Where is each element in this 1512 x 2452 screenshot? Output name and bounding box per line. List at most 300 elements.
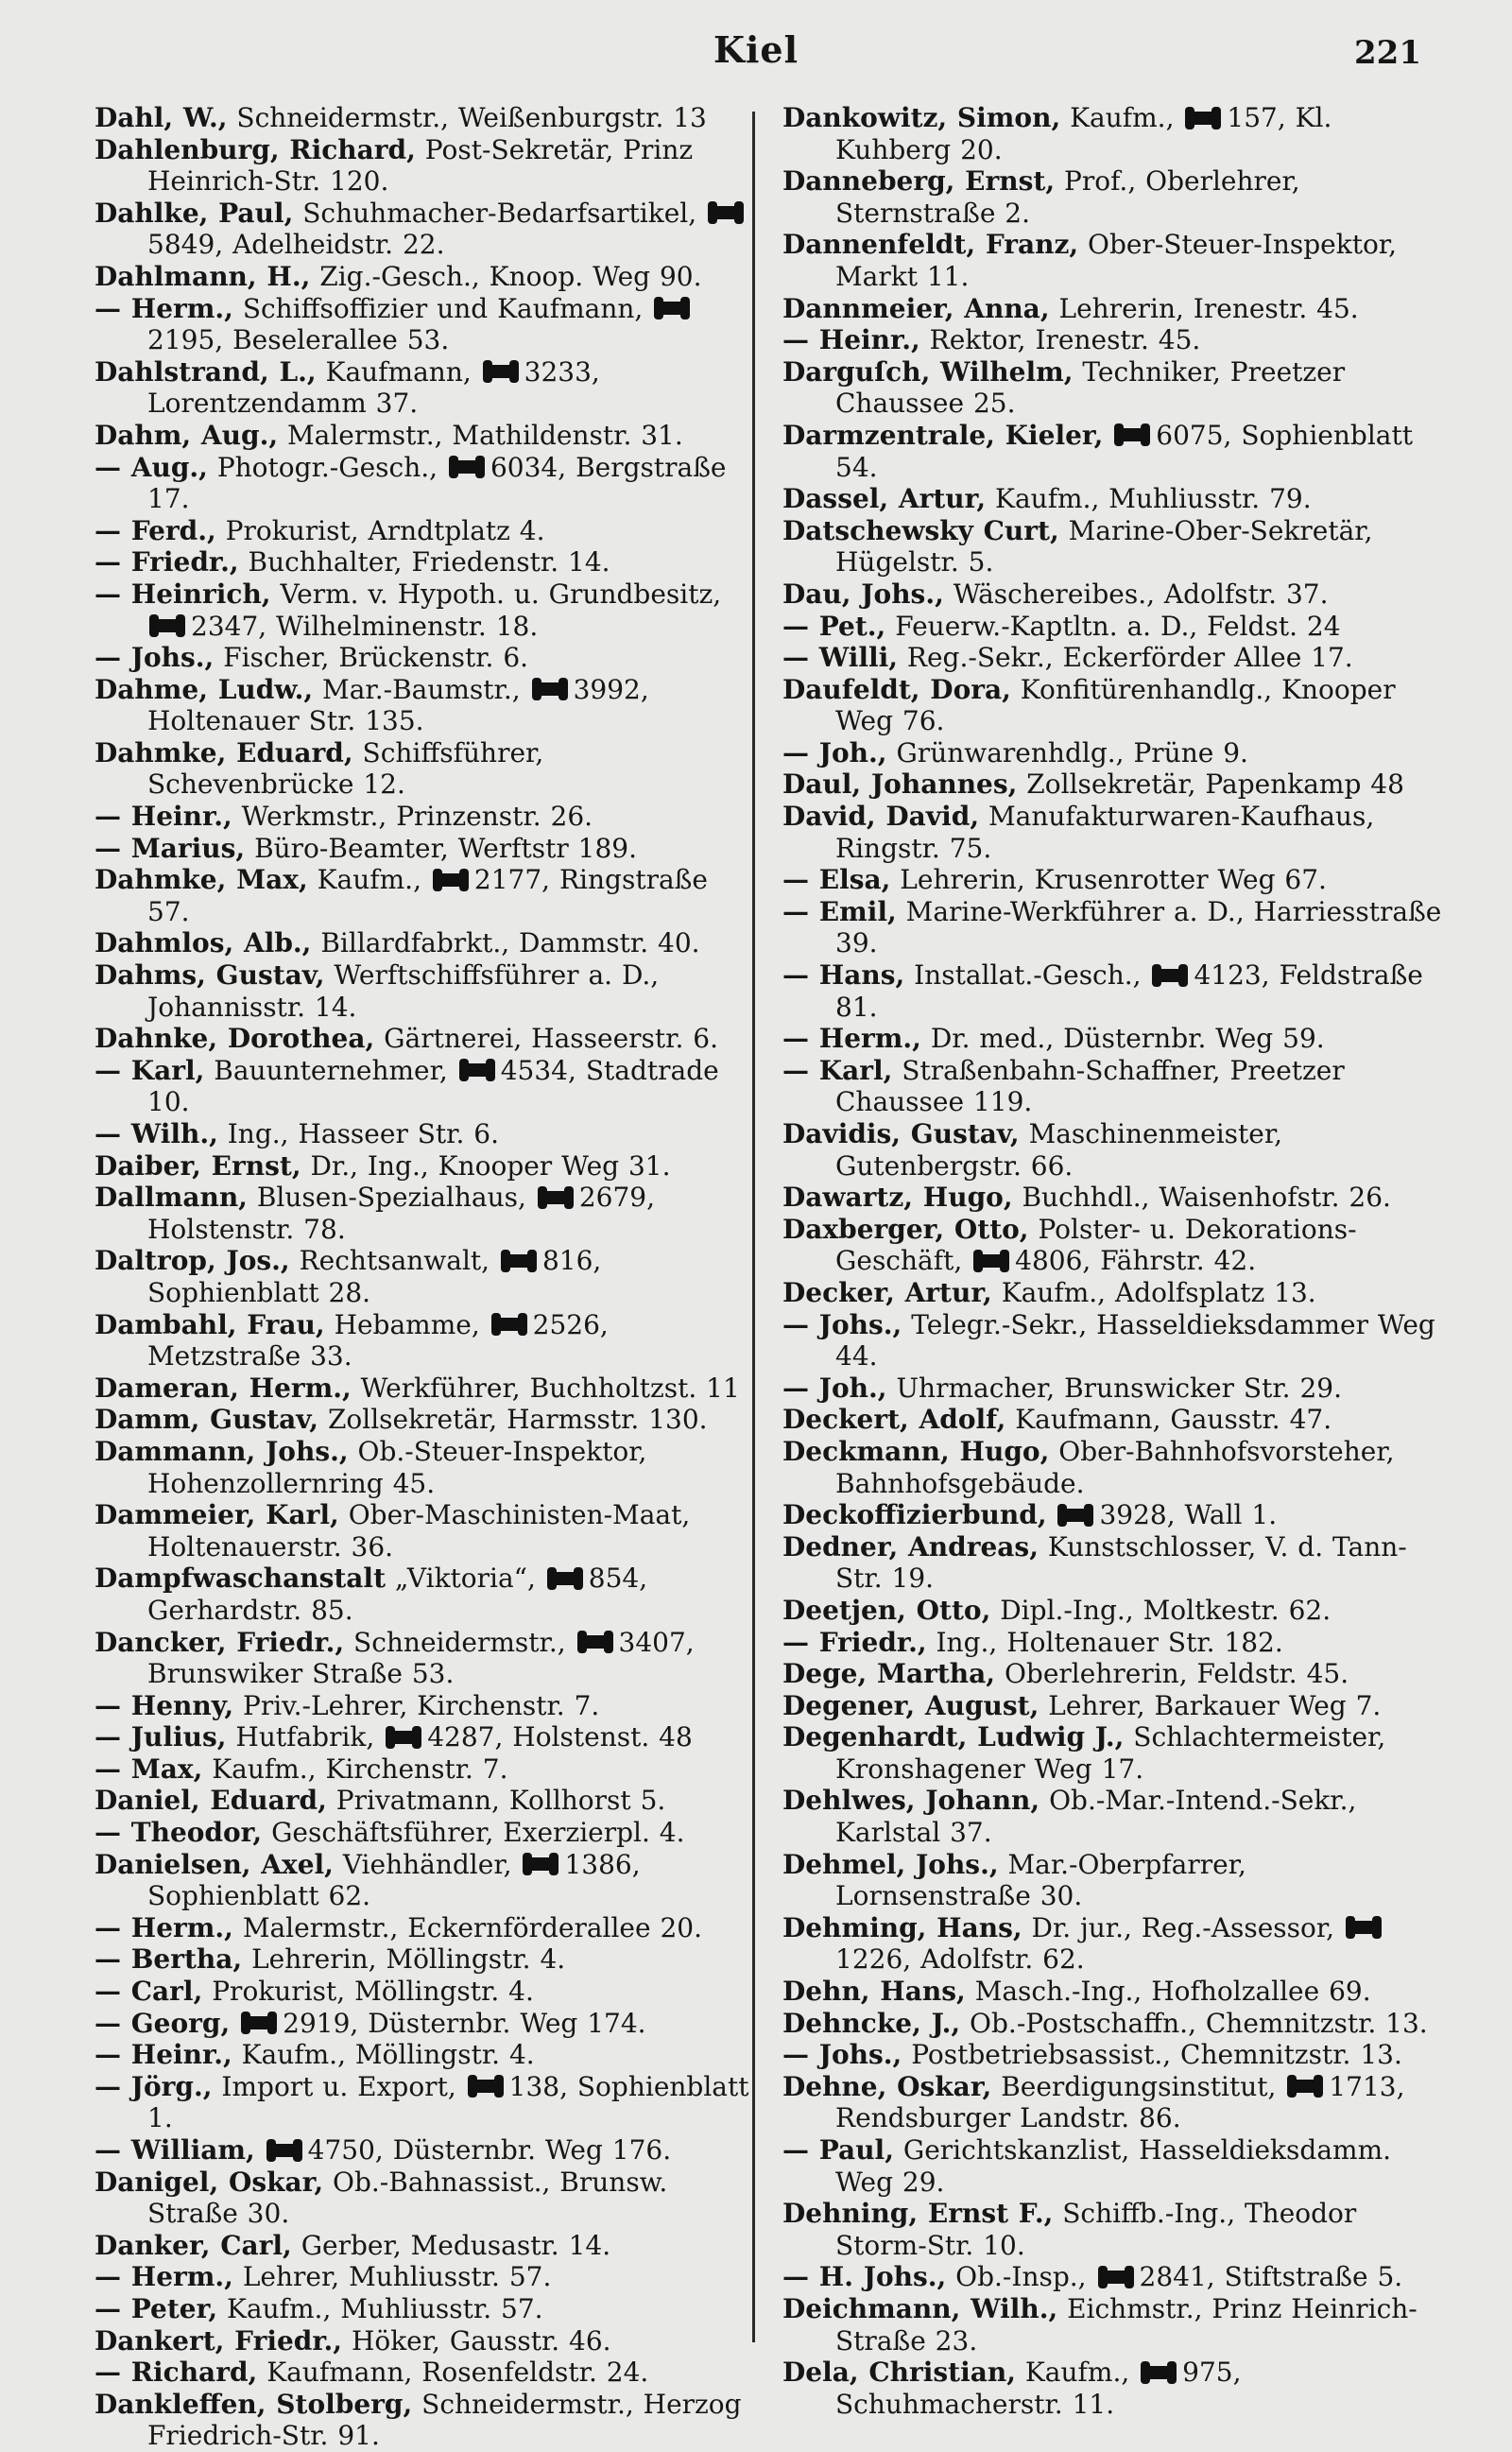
entry-details: Kaufm., Muhliusstr. 57. <box>226 2292 543 2324</box>
entry-details: Oberlehrerin, Feldstr. 45. <box>1004 1658 1349 1690</box>
entry-name: Dannenfeldt, Franz, <box>782 229 1079 261</box>
telephone-number: 854, <box>588 1563 648 1595</box>
directory-entry <box>94 2134 756 2167</box>
entry-address: Düsternbr. Weg 174. <box>368 2007 646 2039</box>
telephone-number: 1713, <box>1329 2070 1405 2102</box>
entry-details: Billardfabrkt., Dammstr. 40. <box>320 927 700 959</box>
entry-details: Mar.-Baumstr., <box>322 673 521 705</box>
entry-name: — Max, <box>94 1753 203 1785</box>
entry-details: Kaufm., Adolfsplatz 13. <box>1001 1276 1316 1308</box>
directory-entry <box>782 515 1444 578</box>
entry-details: Ob.-Insp., <box>955 2261 1087 2293</box>
directory-entry <box>94 2357 756 2389</box>
entry-address: Brunswiker Straße 53. <box>147 1658 455 1690</box>
entry-name: — Herm., <box>782 1023 921 1055</box>
entry-name: — Heinr., <box>94 801 232 833</box>
entry-details: Ober-Maschinisten-Maat, Holtenauerstr. 36. <box>147 1499 691 1563</box>
entry-name: — Joh., <box>782 1372 887 1404</box>
telephone-icon <box>386 1731 421 1744</box>
telephone-icon <box>1152 969 1188 982</box>
entry-details: Kaufm., <box>1070 102 1175 133</box>
telephone-icon <box>483 365 519 378</box>
directory-entry <box>94 1943 756 1976</box>
entry-name: Dehne, Oskar, <box>782 2070 992 2102</box>
entry-name: — Willi, <box>782 642 898 674</box>
entry-name: — Karl, <box>782 1054 893 1086</box>
entry-details: Prof., Oberlehrer, Sternstraße 2. <box>835 165 1300 229</box>
entry-details: Schiffsoffizier und Kaufmann, <box>242 292 644 324</box>
directory-entry <box>782 578 1444 611</box>
running-head-city: Kiel <box>713 28 799 71</box>
entry-details: Eichmstr., Prinz Heinrich-Straße 23. <box>835 2292 1418 2357</box>
directory-entry <box>782 1531 1444 1595</box>
entry-details: Straßenbahn-Schaffner, Preetzer Chaussee 119. <box>835 1054 1345 1118</box>
entry-name: Daniel, Eduard, <box>94 1785 327 1817</box>
directory-entry <box>94 833 756 865</box>
entry-name: Dela, Christian, <box>782 2357 1016 2389</box>
entry-address: Sophienblatt 54. <box>835 419 1413 483</box>
entry-name: David, David, <box>782 801 980 833</box>
directory-entry <box>94 1912 756 1944</box>
entry-address: Fährstr. 42. <box>1100 1245 1257 1277</box>
telephone-icon <box>547 1572 583 1585</box>
entry-name: Dahm, Aug., <box>94 419 279 451</box>
telephone-icon <box>538 1191 574 1204</box>
entry-details: Ob.-Bahnassist., Brunsw. Straße 30. <box>147 2166 668 2230</box>
directory-entry <box>94 2008 756 2040</box>
entry-address: Sophienblatt 62. <box>147 1880 371 1912</box>
directory-entry <box>782 2039 1444 2071</box>
entry-details: Höker, Gausstr. 46. <box>351 2324 611 2357</box>
entry-name: Dehn, Hans, <box>782 1976 966 2008</box>
entry-name: — Jörg., <box>94 2070 213 2102</box>
entry-details: Prokurist, Möllingstr. 4. <box>212 1976 534 2008</box>
entry-address: Wilhelminenstr. 18. <box>276 610 539 642</box>
directory-entry <box>782 864 1444 896</box>
directory-entry <box>782 1214 1444 1277</box>
directory-entry <box>94 1499 756 1563</box>
directory-entry <box>94 2039 756 2071</box>
directory-entry <box>782 1309 1444 1373</box>
entry-address: Holstenst. 48 <box>512 1721 693 1753</box>
telephone-icon <box>654 302 690 315</box>
entry-details: Konfitürenhandlg., Knooper Weg 76. <box>835 673 1396 737</box>
directory-entry <box>94 927 756 959</box>
entry-address: Adelheidstr. 22. <box>232 229 445 261</box>
entry-name: Daxberger, Otto, <box>782 1213 1029 1245</box>
directory-entry <box>782 102 1444 165</box>
telephone-icon <box>1114 428 1150 441</box>
entry-address: Sophienblatt 28. <box>147 1276 371 1308</box>
directory-entry <box>782 2357 1444 2420</box>
entry-details: Gärtnerei, Hasseerstr. 6. <box>384 1023 718 1055</box>
directory-entry <box>94 1721 756 1753</box>
entry-name: Dehning, Ernst F., <box>782 2198 1054 2230</box>
entry-name: Dankleffen, Stolberg, <box>94 2388 413 2420</box>
entry-details: Polster- u. Dekorations-Geschäft, <box>835 1213 1357 1277</box>
entry-details: Ober-Bahnhofsvorsteher, Bahnhofsgebäude. <box>835 1435 1395 1499</box>
entry-name: Damm, Gustav, <box>94 1404 319 1436</box>
directory-entry <box>782 1055 1444 1118</box>
entry-details: Dr. med., Düsternbr. Weg 59. <box>930 1023 1325 1055</box>
entry-details: Rechtsanwalt, <box>299 1245 490 1277</box>
entry-address: Gerhardstr. 85. <box>147 1594 353 1626</box>
entry-name: Dahms, Gustav, <box>94 959 325 992</box>
directory-entry <box>94 261 756 293</box>
directory-entry <box>94 2230 756 2262</box>
directory-entry <box>94 801 756 833</box>
entry-name: Danigel, Oskar, <box>94 2166 324 2198</box>
telephone-number: 3233, <box>524 355 600 388</box>
directory-entry <box>782 293 1444 325</box>
telephone-icon <box>1098 2271 1134 2284</box>
entry-details: Buchhalter, Friedenstr. 14. <box>248 546 610 578</box>
directory-entry <box>94 1753 756 1786</box>
entry-details: Kaufm., <box>317 864 421 896</box>
entry-name: Degenhardt, Ludwig J., <box>782 1721 1125 1753</box>
directory-entry <box>782 483 1444 515</box>
entry-name: Dahlmann, H., <box>94 260 311 292</box>
entry-details: Dipl.-Ing., Moltkestr. 62. <box>1000 1594 1332 1626</box>
directory-entry <box>782 356 1444 420</box>
directory-entry <box>94 1245 756 1308</box>
directory-entry <box>782 420 1444 483</box>
entry-details: Masch.-Ing., Hofholzallee 69. <box>974 1976 1371 2008</box>
entry-name: Dahmlos, Alb., <box>94 927 312 959</box>
telephone-number: 2679, <box>578 1182 655 1214</box>
directory-entry <box>94 2261 756 2293</box>
entry-name: Darmzentrale, Kieler, <box>782 419 1104 451</box>
telephone-icon <box>491 1318 527 1331</box>
entry-name: — Herm., <box>94 292 233 324</box>
entry-address: Kl. Kuhberg 20. <box>835 102 1332 165</box>
entry-name: — Johs., <box>94 642 215 674</box>
entry-name: Deetjen, Otto, <box>782 1594 991 1626</box>
entry-address: Holstenstr. 78. <box>147 1213 346 1245</box>
entry-name: Deichmann, Wilh., <box>782 2292 1058 2324</box>
entry-details: Uhrmacher, Brunswicker Str. 29. <box>896 1372 1342 1404</box>
entry-details: Werkführer, Buchholtzst. 11 <box>360 1372 740 1404</box>
entry-name: — Julius, <box>94 1721 227 1753</box>
entry-details: Rektor, Irenestr. 45. <box>929 324 1201 356</box>
telephone-number: 3407, <box>618 1626 695 1658</box>
entry-name: Daiber, Ernst, <box>94 1149 301 1182</box>
directory-entry <box>782 1849 1444 1912</box>
entry-details: Kunstschlosser, V. d. Tann-Str. 19. <box>835 1530 1407 1595</box>
entry-name: — Paul, <box>782 2134 894 2166</box>
directory-entry <box>94 959 756 1023</box>
directory-entry <box>782 2071 1444 2134</box>
entry-details: Photogr.-Gesch., <box>216 451 438 483</box>
entry-details: Blusen-Spezialhaus, <box>256 1182 526 1214</box>
entry-details: Reg.-Sekr., Eckerförder Allee 17. <box>906 642 1353 674</box>
entry-name: — Johs., <box>782 2039 902 2071</box>
entry-name: — Aug., <box>94 451 208 483</box>
entry-details: Lehrer, Barkauer Weg 7. <box>1048 1689 1382 1721</box>
entry-name: Dammann, Johs., <box>94 1435 349 1467</box>
directory-entry <box>782 674 1444 737</box>
telephone-number: 5849, <box>147 229 224 261</box>
entry-name: — Johs., <box>782 1308 902 1340</box>
telephone-number: 2195, <box>147 324 224 356</box>
directory-entry <box>94 1849 756 1912</box>
telephone-icon <box>1346 1921 1382 1934</box>
directory-entry <box>782 737 1444 769</box>
entry-details: Maschinenmeister, Gutenbergstr. 66. <box>835 1118 1283 1182</box>
entry-details: Import u. Export, <box>221 2070 456 2102</box>
directory-entry <box>94 1436 756 1499</box>
directory-entry <box>94 1373 756 1405</box>
entry-name: Dahmke, Max, <box>94 864 308 896</box>
directory-entry <box>94 546 756 578</box>
telephone-number: 1226, <box>835 1943 912 1976</box>
directory-entry <box>94 198 756 261</box>
entry-name: Daufeldt, Dora, <box>782 673 1011 705</box>
left-column <box>94 102 756 2452</box>
entry-details: Bauunternehmer, <box>214 1054 448 1086</box>
entry-address: Metzstraße 33. <box>147 1340 352 1373</box>
directory-entry <box>782 1627 1444 1659</box>
entry-address: Holtenauer Str. 135. <box>147 705 424 737</box>
entry-details: Marine-Werkführer a. D., Harriesstraße 39. <box>835 895 1442 959</box>
directory-entry <box>782 2261 1444 2293</box>
entry-details: Ober-Steuer-Inspektor, Markt 11. <box>835 229 1398 292</box>
entry-address: Beselerallee 53. <box>232 324 450 356</box>
entry-details: Dr. jur., Reg.-Assessor, <box>1031 1911 1335 1943</box>
telephone-number: 138, <box>508 2070 568 2102</box>
telephone-icon <box>1057 1509 1093 1522</box>
entry-details: Viehhändler, <box>342 1848 512 1880</box>
directory-entry <box>94 2389 756 2452</box>
entry-address: Bergstraße 17. <box>147 451 727 515</box>
directory-entry <box>94 1627 756 1690</box>
directory-entry <box>94 134 756 198</box>
entry-name: Dankert, Friedr., <box>94 2324 343 2357</box>
entry-name: — William, <box>94 2134 255 2166</box>
entry-details: Malermstr., Mathildenstr. 31. <box>286 419 683 451</box>
directory-entry <box>782 1658 1444 1690</box>
entry-details: Schiffsführer, Schevenbrücke 12. <box>147 736 544 801</box>
telephone-icon <box>708 206 744 219</box>
directory-entry <box>782 324 1444 356</box>
entry-name: — Emil, <box>782 895 897 927</box>
directory-entry <box>782 1404 1444 1436</box>
entry-details: Ing., Holtenauer Str. 182. <box>936 1626 1283 1658</box>
telephone-number: 4534, <box>500 1054 576 1086</box>
entry-name: Decker, Artur, <box>782 1276 992 1308</box>
directory-entry <box>94 1309 756 1373</box>
entry-name: — Herm., <box>94 2261 233 2293</box>
entry-details: „Viktoria“, <box>394 1563 536 1595</box>
telephone-number: 3928, <box>1099 1499 1176 1531</box>
directory-entry <box>94 452 756 515</box>
entry-details: Malermstr., Eckernförderallee 20. <box>242 1911 703 1943</box>
entry-details: Ob.-Steuer-Inspektor, Hohenzollernring 45. <box>147 1435 647 1499</box>
entry-address: Schuhmacherstr. 11. <box>835 2388 1115 2420</box>
directory-entry <box>782 801 1444 864</box>
telephone-number: 4287, <box>427 1721 504 1753</box>
entry-details: Lehrerin, Irenestr. 45. <box>1058 292 1359 324</box>
entry-name: — Marius, <box>94 832 246 864</box>
directory-entry <box>94 1150 756 1183</box>
entry-name: Dahnke, Dorothea, <box>94 1023 375 1055</box>
entry-address: Adolfstr. 62. <box>920 1943 1085 1976</box>
entry-name: — Herm., <box>94 1911 233 1943</box>
entry-name: Dambahl, Frau, <box>94 1308 325 1340</box>
entry-name: — Heinr., <box>782 324 920 356</box>
entry-details: Schneidermstr., Herzog Friedrich-Str. 91. <box>147 2388 742 2452</box>
directory-entry <box>782 959 1444 1023</box>
directory-entry <box>94 515 756 547</box>
telephone-number: 4123, <box>1194 959 1270 992</box>
telephone-number: 2841, <box>1139 2261 1215 2293</box>
entry-details: Kaufm., Kirchenstr. 7. <box>212 1753 508 1785</box>
telephone-icon <box>468 2080 504 2093</box>
entry-name: Dehlwes, Johann, <box>782 1785 1040 1817</box>
telephone-icon <box>1287 2080 1323 2093</box>
directory-entry <box>782 1277 1444 1309</box>
entry-details: Schneidermstr., Weißenburgstr. 13 <box>236 102 707 133</box>
entry-details: Kaufmann, Rosenfeldstr. 24. <box>266 2357 649 2389</box>
entry-name: Dehncke, J., <box>782 2007 961 2039</box>
telephone-icon <box>1141 2366 1177 2379</box>
entry-name: — Bertha, <box>94 1943 243 1976</box>
directory-entry <box>782 1595 1444 1627</box>
directory-entry <box>94 102 756 134</box>
directory-entry <box>782 1721 1444 1785</box>
directory-entry <box>782 1182 1444 1214</box>
directory-entry <box>782 1785 1444 1848</box>
entry-name: Dahlenburg, Richard, <box>94 133 416 165</box>
telephone-icon <box>577 1635 613 1649</box>
entry-details: Werkmstr., Prinzenstr. 26. <box>241 801 593 833</box>
entry-details: Geschäftsführer, Exerzierpl. 4. <box>271 1817 685 1849</box>
directory-entry <box>94 1055 756 1118</box>
entry-name: Darguſch, Wilhelm, <box>782 355 1074 388</box>
entry-name: — Carl, <box>94 1976 203 2008</box>
directory-entry <box>94 1023 756 1055</box>
telephone-number: 2919, <box>283 2007 359 2039</box>
entry-name: Datschewsky Curt, <box>782 514 1059 546</box>
entry-details: Gerichtskanzlist, Hasseldieksdamm. Weg 29. <box>835 2134 1392 2198</box>
directory-entry <box>782 1690 1444 1722</box>
directory-entry <box>782 2198 1444 2261</box>
entry-name: Dampfwaschanstalt <box>94 1563 386 1595</box>
entry-details: Privatmann, Kollhorst 5. <box>335 1785 666 1817</box>
directory-entry <box>782 642 1444 674</box>
entry-details: Verm. v. Hypoth. u. Grundbesitz, <box>280 578 722 610</box>
entry-details: Gerber, Medusastr. 14. <box>301 2229 611 2261</box>
entry-name: Dege, Martha, <box>782 1658 996 1690</box>
entry-details: Postbetriebsassist., Chemnitzstr. 13. <box>911 2039 1402 2071</box>
entry-details: Hutfabrik, <box>235 1721 375 1753</box>
entry-name: Daltrop, Jos., <box>94 1245 290 1277</box>
telephone-number: 6034, <box>490 451 567 483</box>
entry-name: — Friedr., <box>782 1626 927 1658</box>
entry-name: — Pet., <box>782 610 886 642</box>
directory-entry <box>782 2008 1444 2040</box>
entry-details: Beerdigungsinstitut, <box>1001 2070 1277 2102</box>
telephone-icon <box>532 682 568 696</box>
entry-name: — Henny, <box>94 1689 234 1721</box>
telephone-icon <box>459 1063 495 1077</box>
entry-details: Schiffb.-Ing., Theodor Storm-Str. 10. <box>835 2198 1357 2261</box>
telephone-icon <box>433 873 469 887</box>
entry-details: Ing., Hasseer Str. 6. <box>227 1118 499 1149</box>
entry-details: Prokurist, Arndtplatz 4. <box>225 514 545 546</box>
directory-entry <box>782 1436 1444 1499</box>
entry-name: Danielsen, Axel, <box>94 1848 334 1880</box>
entry-name: Dawartz, Hugo, <box>782 1182 1013 1214</box>
telephone-number: 2177, <box>473 864 551 896</box>
telephone-number: 3992, <box>573 673 649 705</box>
directory-entry <box>782 1499 1444 1531</box>
entry-details: Dr., Ing., Knooper Weg 31. <box>310 1149 671 1182</box>
entry-details: Post-Sekretär, Prinz Heinrich-Str. 120. <box>147 133 694 198</box>
entry-details: Büro-Beamter, Werftstr 189. <box>254 832 638 864</box>
entry-details: Schlachtermeister, Kronshagener Weg 17. <box>835 1721 1386 1785</box>
entry-details: Schuhmacher-Bedarfsartikel, <box>302 197 697 229</box>
entry-details: Feuerw.-Kaptltn. a. D., Feldst. 24 <box>895 610 1341 642</box>
entry-details: Ob.-Postschaffn., Chemnitzstr. 13. <box>970 2007 1428 2039</box>
entry-details: Zollsekretär, Papenkamp 48 <box>1026 768 1404 801</box>
entry-name: Dankowitz, Simon, <box>782 102 1061 133</box>
entry-name: Daul, Johannes, <box>782 768 1018 801</box>
entry-address: Rendsburger Landstr. 86. <box>835 2102 1181 2134</box>
entry-name: Degener, August, <box>782 1689 1040 1721</box>
directory-entry <box>94 1118 756 1150</box>
entry-name: Dameran, Herm., <box>94 1372 352 1404</box>
directory-entry <box>782 229 1444 292</box>
entry-details: Lehrer, Muhliusstr. 57. <box>242 2261 552 2293</box>
directory-entry <box>782 1023 1444 1055</box>
entry-details: Fischer, Brückenstr. 6. <box>223 642 529 674</box>
entry-details: Zollsekretär, Harmsstr. 130. <box>327 1404 708 1436</box>
entry-address: Sophienblatt 1. <box>147 2070 749 2134</box>
entry-details: Schneidermstr., <box>353 1626 566 1658</box>
telephone-number: 2526, <box>532 1308 609 1340</box>
entry-details: Lehrerin, Möllingstr. 4. <box>251 1943 566 1976</box>
directory-entry <box>782 1976 1444 2008</box>
telephone-number: 816, <box>541 1245 602 1277</box>
entry-details: Lehrerin, Krusenrotter Weg 67. <box>900 864 1327 896</box>
entry-details: Buchhdl., Waisenhofstr. 26. <box>1022 1182 1391 1214</box>
right-column <box>782 102 1444 2420</box>
entry-address: Wall 1. <box>1184 1499 1278 1531</box>
directory-entry <box>782 1118 1444 1182</box>
telephone-icon <box>266 2144 302 2157</box>
telephone-number: 2347, <box>191 610 267 642</box>
entry-address: Stadtrade 10. <box>147 1054 719 1118</box>
directory-entry <box>94 1976 756 2008</box>
directory-entry <box>94 864 756 927</box>
entry-details: Manufakturwaren-Kaufhaus, Ringstr. 75. <box>835 801 1375 864</box>
directory-entry <box>94 1690 756 1722</box>
entry-name: — Ferd., <box>94 514 216 546</box>
entry-name: Dehmel, Johs., <box>782 1848 999 1880</box>
entry-name: Dallmann, <box>94 1182 248 1214</box>
entry-name: Dahme, Ludw., <box>94 673 314 705</box>
entry-name: — Theodor, <box>94 1817 263 1849</box>
entry-details: Werftschiffsführer a. D., Johannisstr. 14. <box>147 959 660 1023</box>
entry-details: Hebamme, <box>334 1308 480 1340</box>
entry-details: Kaufm., Möllingstr. 4. <box>241 2039 535 2071</box>
entry-name: Deckert, Adolf, <box>782 1404 1006 1436</box>
directory-entry <box>94 737 756 801</box>
entry-name: Davidis, Gustav, <box>782 1118 1020 1149</box>
telephone-number: 975, <box>1182 2357 1242 2389</box>
entry-details: Priv.-Lehrer, Kirchenstr. 7. <box>242 1689 600 1721</box>
